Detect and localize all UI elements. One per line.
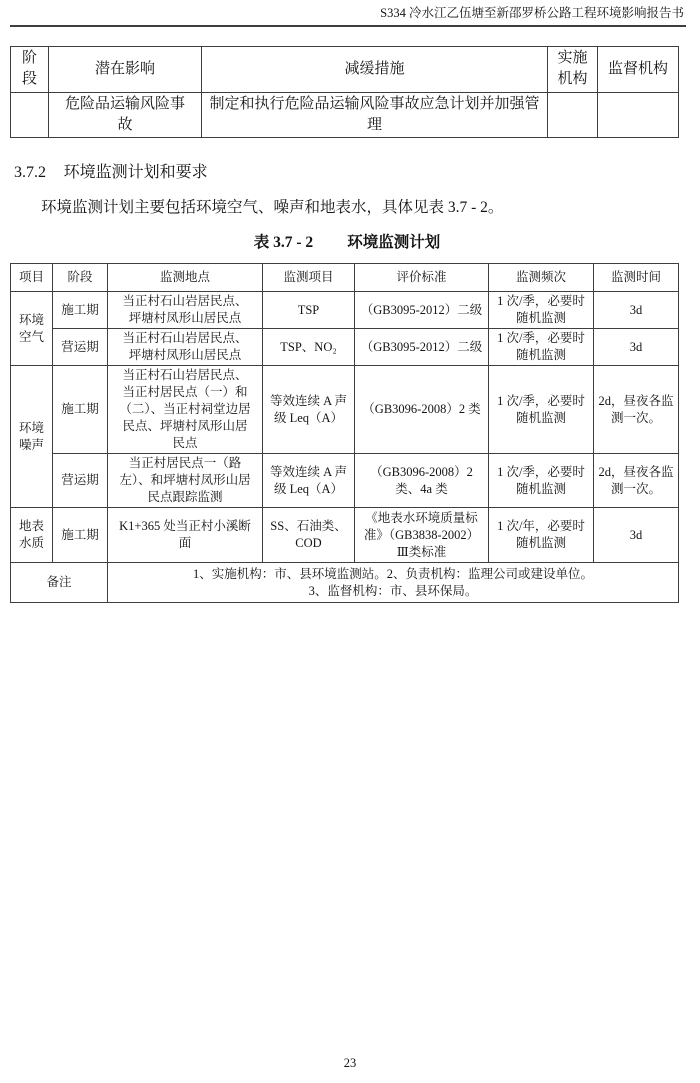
section-heading <box>14 163 684 183</box>
cell-standard: （GB3095-2012）二级 <box>355 292 489 329</box>
cell-standard: （GB3095-2012）二级 <box>355 329 489 366</box>
cell-location: K1+365 处当正村小溪断面 <box>108 508 263 563</box>
table-row-notes <box>11 563 679 603</box>
header-location: 监测地点 <box>108 264 263 292</box>
cell-frequency: 1 次/季，必要时随机监测 <box>489 329 594 366</box>
table-caption-title: 环境监测计划 <box>347 234 441 252</box>
cell-implementer <box>548 92 598 138</box>
table-row-air-construction <box>11 292 679 329</box>
cell-supervisor <box>598 92 679 138</box>
report-header-title: S334 冷水江乙伍塘至新邵罗桥公路工程环境影响报告书 <box>380 6 684 20</box>
cell-impact-text: 危险品运输风险事故 <box>64 95 185 133</box>
mitigation-header-row <box>11 47 679 93</box>
section-number: 3.7.2 <box>14 164 46 182</box>
note-line-2: 3、监督机构：市、县环保局。 <box>308 583 478 598</box>
cell-item-noise <box>11 366 53 508</box>
cell-phase: 营运期 <box>53 329 108 366</box>
cell-duration: 3d <box>594 329 679 366</box>
header-duration: 监测时间 <box>594 264 679 292</box>
monitor-header-row <box>11 264 679 292</box>
cell-phase: 施工期 <box>53 508 108 563</box>
cell-duration: 2d，昼夜各监测一次。 <box>594 366 679 454</box>
header-implementer-label: 实施机构 <box>557 50 588 88</box>
header-supervisor: 监督机构 <box>598 47 679 93</box>
mitigation-row <box>11 92 679 138</box>
cell-duration: 2d，昼夜各监测一次。 <box>594 454 679 508</box>
cell-project: 等效连续 A 声级 Leq（A） <box>263 366 355 454</box>
cell-project: TSP、NO₂ <box>263 329 355 366</box>
cell-measure-text: 制定和执行危险品运输风险事故应急计划并加强管理 <box>209 95 540 133</box>
cell-location: 当正村石山岩居民点、坪塘村凤形山居民点 <box>108 329 263 366</box>
section-title: 环境监测计划和要求 <box>63 164 208 182</box>
cell-project: 等效连续 A 声级 Leq（A） <box>263 454 355 508</box>
cell-frequency: 1 次/年，必要时随机监测 <box>489 508 594 563</box>
cell-note-content <box>108 563 679 603</box>
cell-frequency: 1 次/季，必要时随机监测 <box>489 366 594 454</box>
cell-duration: 3d <box>594 508 679 563</box>
cell-phase: 施工期 <box>53 292 108 329</box>
header-standard: 评价标准 <box>355 264 489 292</box>
header-item: 项目 <box>11 264 53 292</box>
cell-note-label: 备注 <box>11 563 108 603</box>
cell-location: 当正村石山岩居民点、坪塘村凤形山居民点 <box>108 292 263 329</box>
table-row-noise-construction <box>11 366 679 454</box>
cell-item-water <box>11 508 53 563</box>
cell-item-air <box>11 292 53 366</box>
table-row-air-operation <box>11 329 679 366</box>
cell-item-water-text: 地表水质 <box>18 519 44 551</box>
cell-item-air-text: 环境空气 <box>18 312 44 344</box>
table-row-water-construction <box>11 508 679 563</box>
note-line-1: 1、实施机构：市、县环境监测站。2、负责机构：监理公司或建设单位。 <box>192 566 593 581</box>
table-caption <box>10 233 684 252</box>
cell-item-noise-text: 环境噪声 <box>18 420 44 452</box>
cell-project: SS、石油类、COD <box>263 508 355 563</box>
cell-frequency: 1 次/季，必要时随机监测 <box>489 454 594 508</box>
cell-project: TSP <box>263 292 355 329</box>
cell-standard: 《地表水环境质量标准》（GB3838-2002）Ⅲ类标准 <box>355 508 489 563</box>
cell-frequency: 1 次/季，必要时随机监测 <box>489 292 594 329</box>
cell-standard: （GB3096-2008）2 类 <box>355 366 489 454</box>
cell-location: 当正村石山岩居民点、当正村居民点（一）和（二）、当正村祠堂边居民点、坪塘村凤形山居民点 <box>108 366 263 454</box>
mitigation-table <box>10 46 679 138</box>
header-impact: 潜在影响 <box>49 47 202 93</box>
monitoring-plan-table <box>10 263 679 603</box>
cell-phase: 营运期 <box>53 454 108 508</box>
header-rule <box>10 25 686 27</box>
cell-stage <box>11 92 49 138</box>
header-implementer <box>548 47 598 93</box>
header-phase: 阶段 <box>53 264 108 292</box>
cell-measure <box>202 92 548 138</box>
header-frequency: 监测频次 <box>489 264 594 292</box>
header-measure: 减缓措施 <box>202 47 548 93</box>
body-paragraph: 环境监测计划主要包括环境空气、噪声和地表水，具体见表 3.7 - 2。 <box>41 199 504 217</box>
cell-impact <box>49 92 202 138</box>
page-number: 23 <box>343 1056 357 1070</box>
header-project: 监测项目 <box>263 264 355 292</box>
cell-location: 当正村居民点一（路左）、和坪塘村凤形山居民点跟踪监测 <box>108 454 263 508</box>
header-stage-label: 阶段 <box>21 50 37 88</box>
cell-duration: 3d <box>594 292 679 329</box>
table-row-noise-operation <box>11 454 679 508</box>
header-stage <box>11 47 49 93</box>
table-caption-label: 表 3.7 - 2 <box>253 234 314 252</box>
cell-standard: （GB3096-2008）2 类、4a 类 <box>355 454 489 508</box>
cell-phase: 施工期 <box>53 366 108 454</box>
